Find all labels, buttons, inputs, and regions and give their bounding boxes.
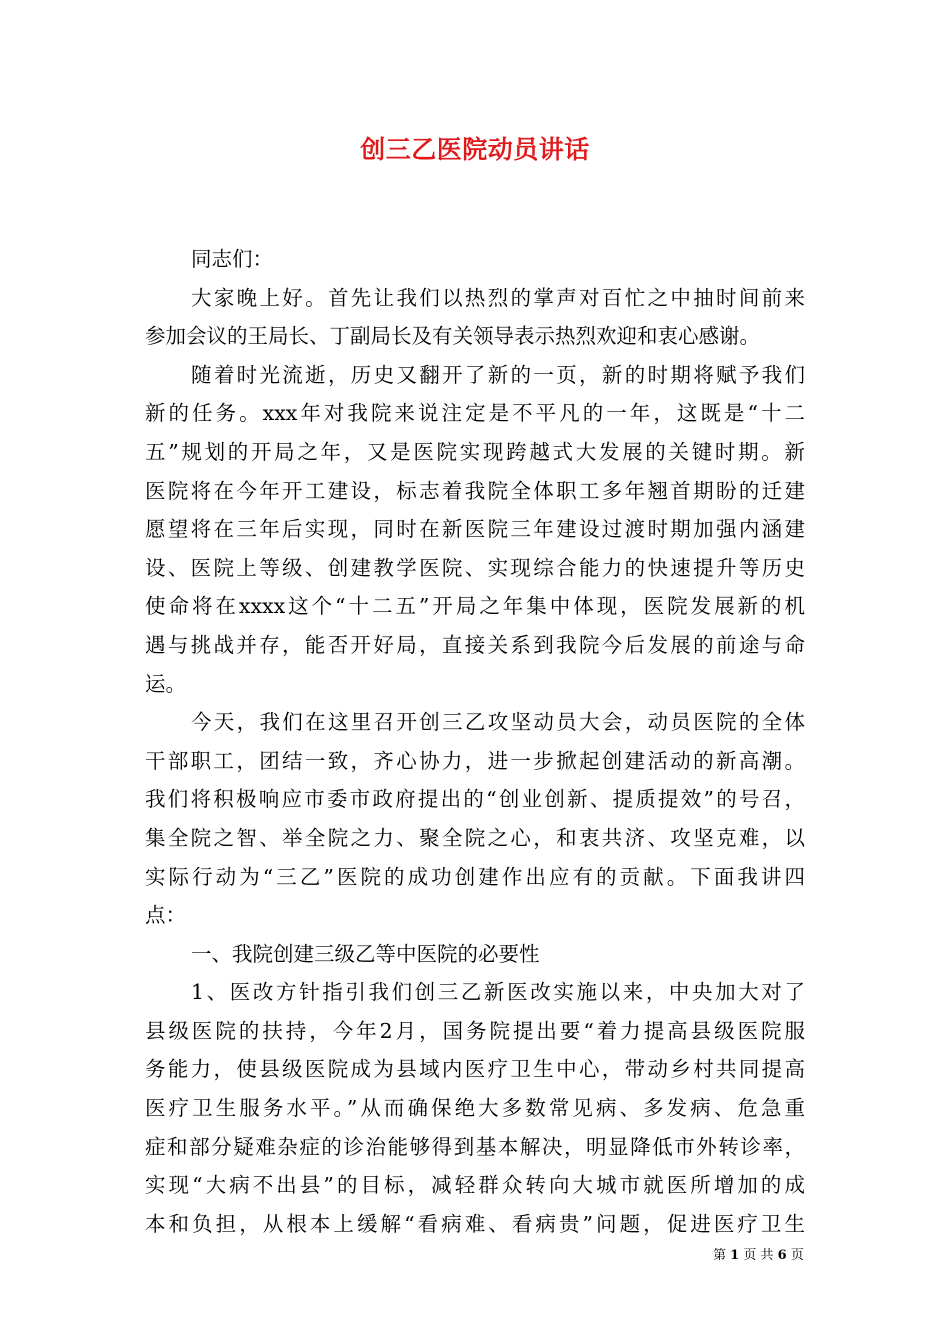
text-line: 医院将在今年开工建设，标志着我院全体职工多年翘首期盼的迁建 — [145, 478, 805, 503]
text-line: 新的任务。xxx年对我院来说注定是不平凡的一年，这既是“十二 — [145, 401, 805, 426]
text-line: 使命将在xxxx这个“十二五”开局之年集中体现，医院发展新的机 — [145, 594, 805, 619]
footer-middle: 页 共 — [743, 1248, 774, 1263]
text-line: 县级医院的扶持，今年2月，国务院提出要“着力提高县级医院服 — [145, 1018, 805, 1043]
text-line: 务能力，使县级医院成为县域内医疗卫生中心，带动乡村共同提高 — [145, 1057, 805, 1082]
text-line: 医疗卫生服务水平。”从而确保绝大多数常见病、多发病、危急重 — [145, 1096, 805, 1121]
page-footer — [713, 1248, 804, 1264]
text-line: 随着时光流逝，历史又翻开了新的一页，新的时期将赋予我们 — [191, 362, 805, 387]
text-line: 实现“大病不出县”的目标，减轻群众转向大城市就医所增加的成 — [145, 1173, 805, 1198]
text-line: 点： — [145, 903, 186, 928]
text-line: 干部职工，团结一致，齐心协力，进一步掀起创建活动的新高潮。 — [145, 748, 805, 773]
text-line: 集全院之智、举全院之力、聚全院之心，和衷共济、攻坚克难，以 — [145, 825, 805, 850]
document-title: 创三乙医院动员讲话 — [360, 135, 590, 164]
text-line: 1、医改方针指引我们创三乙新医改实施以来，中央加大对了 — [191, 980, 805, 1005]
salutation: 同志们： — [191, 247, 273, 271]
text-line: 实际行动为“三乙”医院的成功创建作出应有的贡献。下面我讲四 — [145, 864, 805, 889]
text-line: 大家晚上好。首先让我们以热烈的掌声对百忙之中抽时间前来 — [191, 285, 805, 310]
footer-page-number: 1 — [730, 1248, 740, 1263]
text-line: 参加会议的王局长、丁副局长及有关领导表示热烈欢迎和衷心感谢。 — [145, 324, 760, 349]
text-line: 运。 — [145, 671, 186, 696]
document-body — [145, 240, 805, 1243]
footer-total-pages: 6 — [777, 1248, 787, 1263]
text-line: 设、医院上等级、创建教学医院、实现综合能力的快速提升等历史 — [145, 555, 805, 580]
text-line: 我们将积极响应市委市政府提出的“创业创新、提质提效”的号召， — [145, 787, 805, 812]
footer-suffix: 页 — [790, 1248, 804, 1263]
footer-prefix: 第 — [713, 1248, 727, 1263]
section-heading: 一、我院创建三级乙等中医院的必要性 — [191, 941, 540, 966]
text-line: 今天，我们在这里召开创三乙攻坚动员大会，动员医院的全体 — [191, 710, 805, 735]
text-line: 遇与挑战并存，能否开好局，直接关系到我院今后发展的前途与命 — [145, 632, 805, 657]
text-line: 五”规划的开局之年，又是医院实现跨越式大发展的关键时期。新 — [145, 439, 805, 464]
text-line: 症和部分疑难杂症的诊治能够得到基本解决，明显降低市外转诊率， — [145, 1134, 805, 1159]
text-line: 本和负担，从根本上缓解“看病难、看病贵”问题，促进医疗卫生 — [145, 1211, 805, 1236]
text-line: 愿望将在三年后实现，同时在新医院三年建设过渡时期加强内涵建 — [145, 517, 805, 542]
